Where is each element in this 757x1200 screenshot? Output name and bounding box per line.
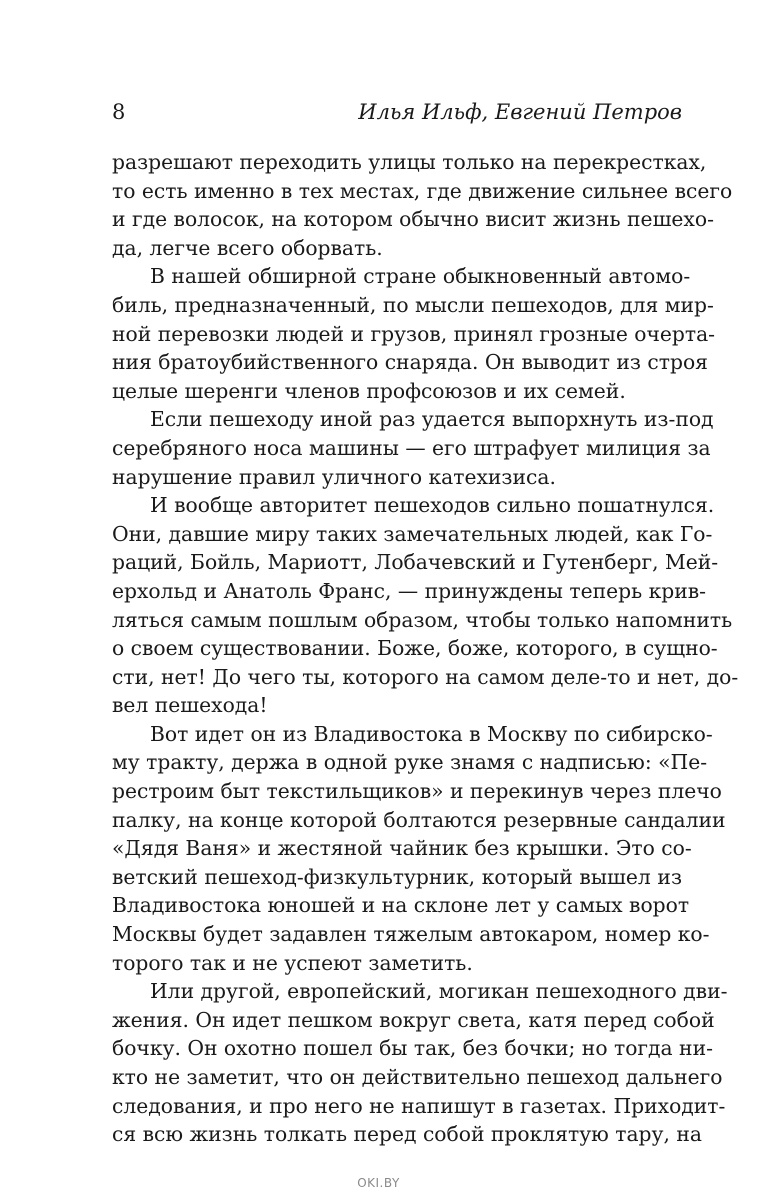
text-line: бочку. Он охотно пошел бы так, без бочки; но тогда ни- [112,1036,713,1061]
text-line: серебряного носа машины — его штрафует милиция за [112,435,711,460]
text-line: то есть именно в тех местах, где движение сильнее всего [112,178,733,203]
text-line: Они, давшие миру таких замечательных людей, как Го- [112,521,713,546]
book-page [112,98,739,1149]
page-header [112,98,682,134]
page-number: 8 [112,100,126,124]
text-line: ной перевозки людей и грузов, принял грозные очерта- [112,321,716,346]
watermark: OKI.BY [357,1176,400,1190]
text-line: ся всю жизнь толкать перед собой проклятую тару, на [112,1122,702,1147]
body-text [112,148,739,1149]
text-line: ляться самым пошлым образом, чтобы только напомнить [112,607,733,632]
running-head-author: Илья Ильф, Евгений Петров [358,100,682,124]
text-line: Если пешеходу иной раз удается выпорхнуть из-под [150,407,714,432]
text-line: вел пешехода! [112,693,268,718]
text-line: Москвы будет задавлен тяжелым автокаром, номер ко- [112,922,710,947]
text-line: «Дядя Ваня» и жестяной чайник без крышки. Это со- [112,836,692,861]
text-line: и где волосок, на котором обычно висит жизнь пешехо- [112,207,714,232]
text-line: жения. Он идет пешком вокруг света, катя перед собой [112,1007,715,1032]
text-line: целые шеренги членов профсоюзов и их семей. [112,378,626,403]
text-line: следования, и про него не напишут в газетах. Приходит- [112,1093,726,1118]
text-line: сти, нет! До чего ты, которого на самом деле-то и нет, до- [112,664,739,689]
text-line: му тракту, держа в одной руке знамя с надписью: «Пе- [112,750,708,775]
text-line: да, легче всего оборвать. [112,235,383,260]
text-line: ерхольд и Анатоль Франс, — принуждены теперь крив- [112,578,707,603]
text-line: ния братоубийственного снаряда. Он выводит из строя [112,350,708,375]
text-line: нарушение правил уличного катехизиса. [112,464,556,489]
text-line: биль, предназначенный, по мысли пешеходов, для мир- [112,292,714,317]
text-line: палку, на конце которой болтаются резервные сандалии [112,807,726,832]
text-line: Или другой, европейский, могикан пешеходного дви- [150,979,728,1004]
text-line: Владивостока юношей и на склоне лет у самых ворот [112,893,690,918]
text-line: о своем существовании. Боже, боже, которого, в сущно- [112,636,718,661]
text-line: кто не заметит, что он действительно пешеход дальнего [112,1065,723,1089]
text-line: торого так и не успеют заметить. [112,950,473,975]
text-line: разрешают переходить улицы только на перекрестках, [112,150,707,174]
text-line: И вообще авторитет пешеходов сильно пошатнулся. [150,493,715,518]
text-line: ветский пешеход-физкультурник, который вышел из [112,864,682,889]
text-line: раций, Бойль, Мариотт, Лобачевский и Гутенберг, Мей- [112,550,719,575]
text-line: рестроим быт текстильщиков» и перекинув через плечо [112,779,722,804]
text-line: Вот идет он из Владивостока в Москву по сибирско- [150,721,713,746]
text-line: В нашей обширной стране обыкновенный автомо- [150,264,691,289]
